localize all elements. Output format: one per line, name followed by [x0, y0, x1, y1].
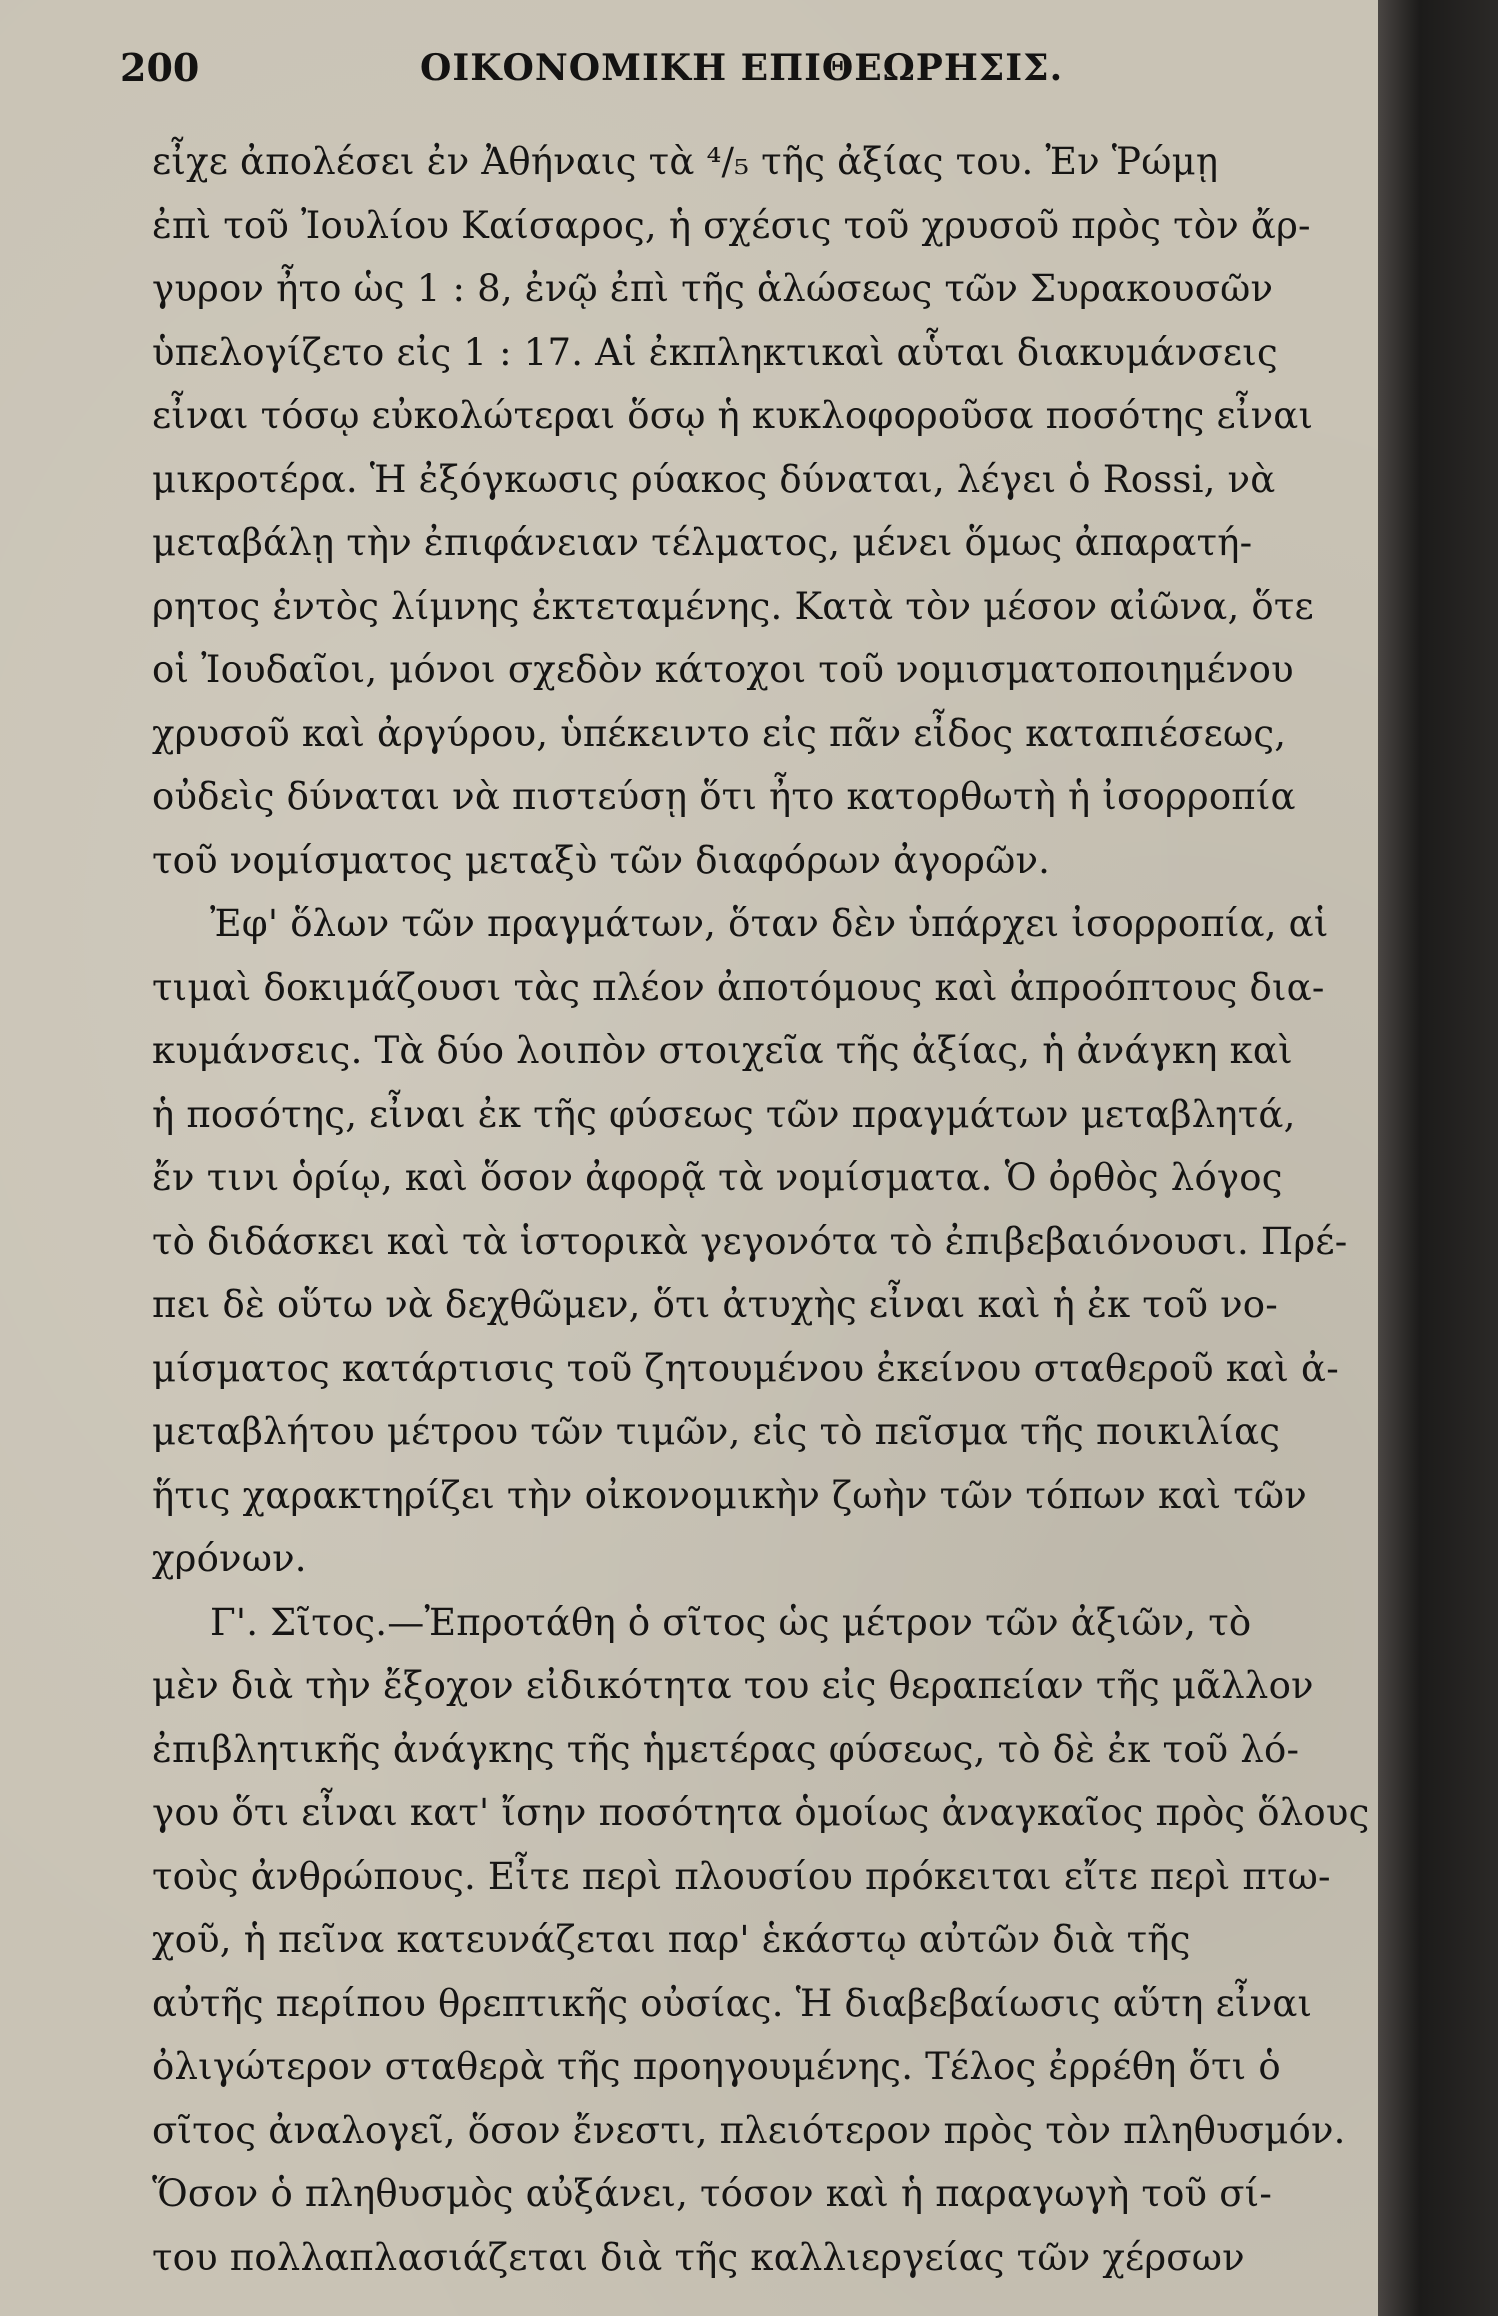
text-line: τοῦ νομίσματος μεταξὺ τῶν διαφόρων ἀγορῶν. — [152, 838, 1051, 882]
text-line: πει δὲ οὕτω νὰ δεχθῶμεν, ὅτι ἀτυχὴς εἶναι καὶ ἡ ἐκ τοῦ νο- — [152, 1283, 1278, 1326]
text-line: εἶχε ἀπολέσει ἐν Ἀθήναις τὰ ⁴/₅ τῆς ἀξίας του. Ἐν Ῥώμῃ — [152, 140, 1219, 183]
text-line: ὀλιγώτερον σταθερὰ τῆς προηγουμένης. Τέλος ἐρρέθη ὅτι ὁ — [152, 2045, 1281, 2088]
text-line: τοὺς ἀνθρώπους. Εἶτε περὶ πλουσίου πρόκειται εἴτε περὶ πτω- — [152, 1854, 1331, 1898]
text-line: μεταβλήτου μέτρου τῶν τιμῶν, εἰς τὸ πεῖσμα τῆς ποικιλίας — [152, 1410, 1281, 1453]
text-line: οὐδεὶς δύναται νὰ πιστεύσῃ ὅτι ἦτο κατορθωτὴ ἡ ἰσορροπία — [152, 775, 1296, 818]
text-line: σῖτος ἀναλογεῖ, ὅσον ἔνεστι, πλειότερον πρὸς τὸν πληθυσμόν. — [152, 2108, 1346, 2152]
text-line: χρόνων. — [152, 1537, 307, 1580]
book-gutter-shadow — [1378, 0, 1498, 2316]
text-line: μικροτέρα. Ἡ ἐξόγκωσις ρύακος δύναται, λέγει ὁ Rossi, νὰ — [152, 457, 1276, 501]
text-line: γου ὅτι εἶναι κατ' ἴσην ποσότητα ὁμοίως ἀναγκαῖος πρὸς ὅλους — [152, 1791, 1370, 1834]
text-line: μεταβάλῃ τὴν ἐπιφάνειαν τέλματος, μένει ὅμως ἀπαρατή- — [152, 521, 1253, 564]
page-header — [120, 38, 1320, 98]
text-line: γυρον ἦτο ὡς 1 : 8, ἐνῷ ἐπὶ τῆς ἁλώσεως τῶν Συρακουσῶν — [152, 267, 1274, 310]
text-line: τιμαὶ δοκιμάζουσι τὰς πλέον ἀποτόμους καὶ ἀπροόπτους δια- — [152, 965, 1325, 1009]
text-line: μίσματος κατάρτισις τοῦ ζητουμένου ἐκείνου σταθεροῦ καὶ ἀ- — [152, 1346, 1339, 1390]
text-line: χρυσοῦ καὶ ἀργύρου, ὑπέκειντο εἰς πᾶν εἶδος καταπιέσεως, — [152, 711, 1287, 755]
section-heading-line: Γ'. Σῖτος.—Ἐπροτάθη ὁ σῖτος ὡς μέτρον τῶν ἀξιῶν, τὸ — [210, 1600, 1252, 1644]
text-line: ὑπελογίζετο εἰς 1 : 17. Αἱ ἐκπληκτικαὶ αὗται διακυμάνσεις — [152, 330, 1278, 374]
running-head: ΟΙΚΟΝΟΜΙΚΗ ΕΠΙΘΕΩΡΗΣΙΣ. — [420, 47, 1064, 89]
text-line: χοῦ, ἡ πεῖνα κατευνάζεται παρ' ἑκάστῳ αὐτῶν διὰ τῆς — [152, 1918, 1191, 1961]
page-number: 200 — [120, 45, 200, 90]
text-line: ἐπιβλητικῆς ἀνάγκης τῆς ἡμετέρας φύσεως, τὸ δὲ ἐκ τοῦ λό- — [152, 1727, 1300, 1771]
text-line: ἡ ποσότης, εἶναι ἐκ τῆς φύσεως τῶν πραγμάτων μεταβλητά, — [152, 1092, 1296, 1136]
text-line: ἐπὶ τοῦ Ἰουλίου Καίσαρος, ἡ σχέσις τοῦ χρυσοῦ πρὸς τὸν ἄρ- — [152, 203, 1311, 247]
text-line: οἱ Ἰουδαῖοι, μόνοι σχεδὸν κάτοχοι τοῦ νομισματοποιημένου — [152, 648, 1294, 691]
paragraph-start-line: Ἐφ' ὅλων τῶν πραγμάτων, ὅταν δὲν ὑπάρχει ἰσορροπία, αἱ — [210, 902, 1329, 945]
text-line: κυμάνσεις. Τὰ δύο λοιπὸν στοιχεῖα τῆς ἀξίας, ἡ ἀνάγκη καὶ — [152, 1029, 1293, 1072]
text-line: μὲν διὰ τὴν ἔξοχον εἰδικότητα του εἰς θεραπείαν τῆς μᾶλλον — [152, 1664, 1314, 1707]
text-line: ἥτις χαρακτηρίζει τὴν οἰκονομικὴν ζωὴν τῶν τόπων καὶ τῶν — [152, 1473, 1307, 1517]
text-line: ἔν τινι ὁρίῳ, καὶ ὅσον ἀφορᾷ τὰ νομίσματα. Ὁ ὀρθὸς λόγος — [152, 1156, 1283, 1199]
text-line: του πολλαπλασιάζεται διὰ τῆς καλλιεργείας τῶν χέρσων — [152, 2235, 1245, 2279]
text-line: εἶναι τόσῳ εὐκολώτεραι ὅσῳ ἡ κυκλοφοροῦσα ποσότης εἶναι — [152, 394, 1314, 437]
text-line: τὸ διδάσκει καὶ τὰ ἱστορικὰ γεγονότα τὸ ἐπιβεβαιόνουσι. Πρέ- — [152, 1219, 1348, 1263]
text-line: αὐτῆς περίπου θρεπτικῆς οὐσίας. Ἡ διαβεβαίωσις αὕτη εἶναι — [152, 1981, 1313, 2025]
text-line: Ὅσον ὁ πληθυσμὸς αὐξάνει, τόσον καὶ ἡ παραγωγὴ τοῦ σί- — [152, 2172, 1273, 2215]
body-text — [152, 130, 1370, 2289]
text-line: ρητος ἐντὸς λίμνης ἐκτεταμένης. Κατὰ τὸν μέσον αἰῶνα, ὅτε — [152, 584, 1314, 628]
